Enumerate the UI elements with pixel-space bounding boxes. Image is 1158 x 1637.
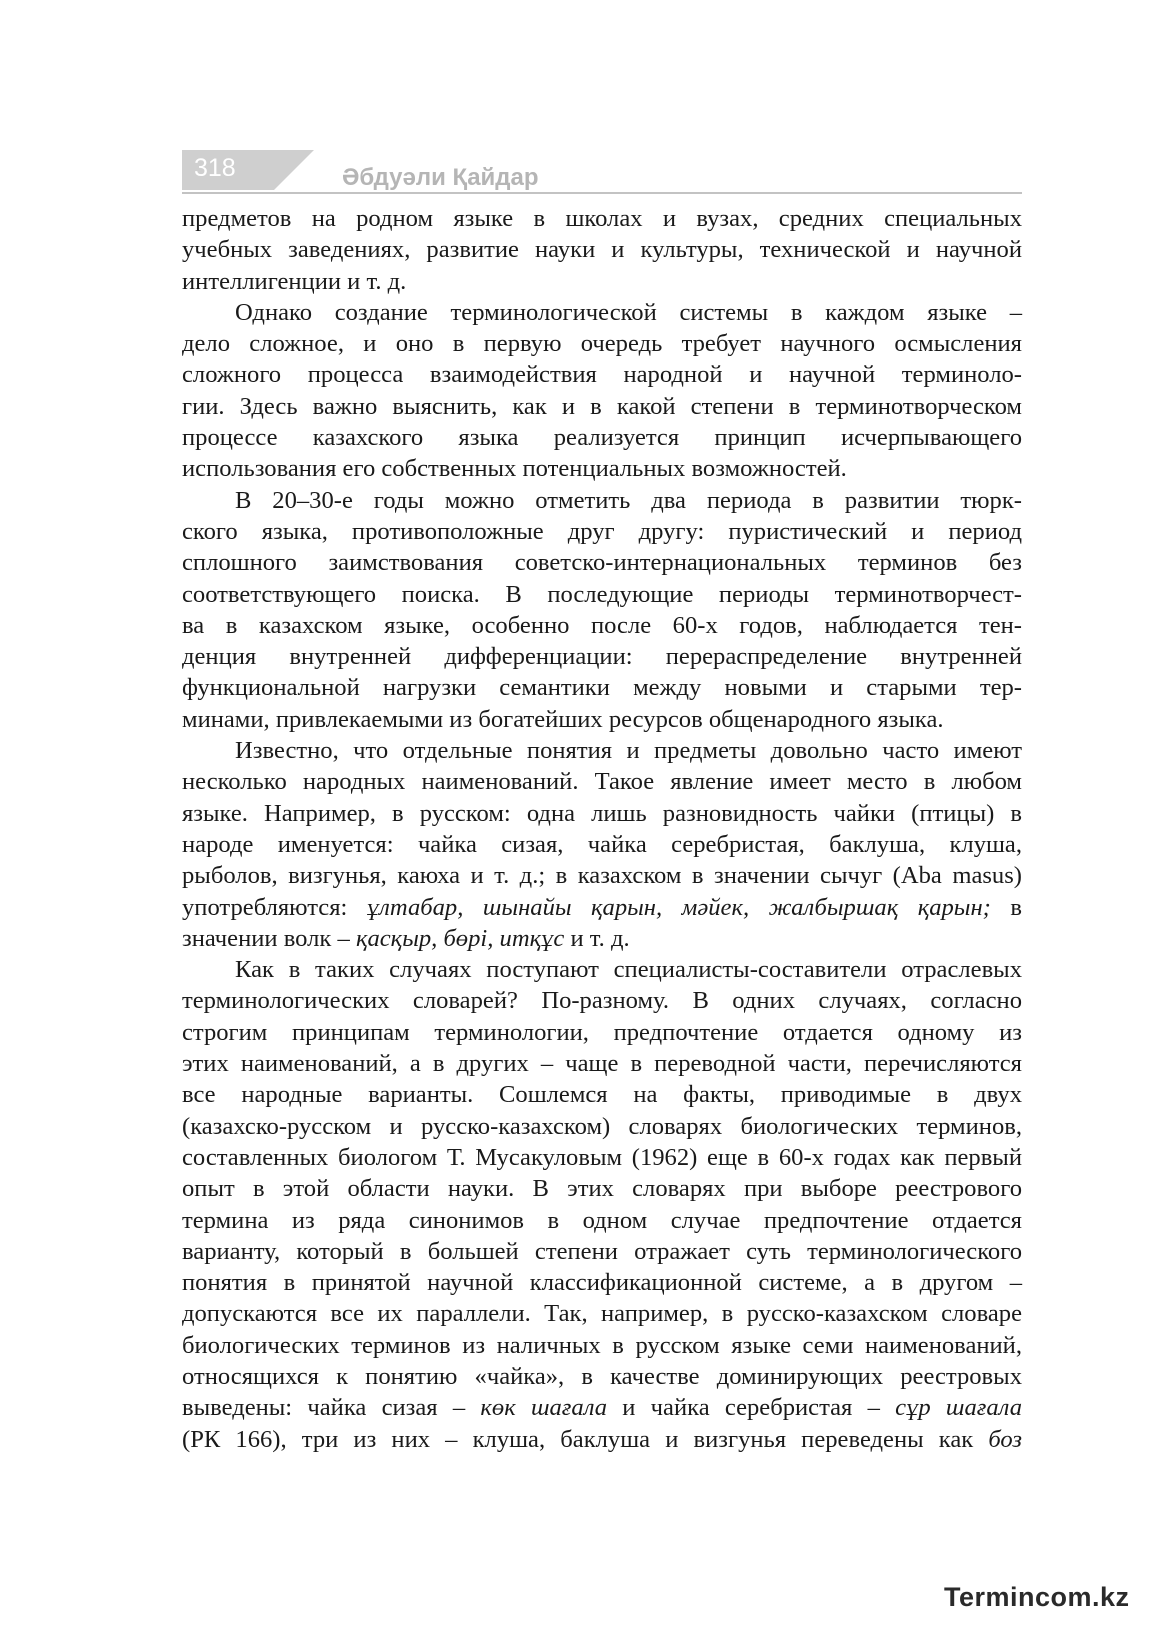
italic-term: сұр шағала: [895, 1394, 1022, 1422]
text-line: (казахско-русском и русско-казахском) словарях биологических терминов,: [182, 1112, 1022, 1140]
text-line: опыт в этой области науки. В этих словарях при выборе реестрового: [182, 1175, 1022, 1203]
page-number-tab: [182, 150, 274, 190]
running-title: Әбдуәли Қайдар: [342, 164, 539, 191]
italic-term: боз: [988, 1425, 1022, 1453]
text-line: сплошного заимствования советско-интернациональных терминов без: [182, 549, 1022, 577]
text-line: функциональной нагрузки семантики между новыми и старыми тер-: [182, 674, 1022, 702]
body-text: [182, 203, 1022, 1455]
text-line: В 20–30-е годы можно отметить два периода в развитии тюрк-: [235, 486, 1022, 514]
text-line: составленных биологом Т. Мусакуловым (1962) еще в 60-х годах как первый: [182, 1143, 1022, 1171]
text-line: ва в казахском языке, особенно после 60-х годов, наблюдается тен-: [182, 611, 1022, 639]
text-line: варианту, который в большей степени отражает суть терминологического: [182, 1237, 1022, 1265]
text-line: строгим принципам терминологии, предпочтение отдается одному из: [182, 1018, 1022, 1046]
text-line: [182, 1424, 1022, 1455]
page-header: [182, 150, 1022, 196]
text-line: Как в таких случаях поступают специалисты-составители отраслевых: [235, 956, 1022, 984]
text-line: ского языка, противоположные друг другу: пуристический и период: [182, 517, 1022, 545]
text-line: терминологических словарей? По-разному. В одних случаях, согласно: [182, 987, 1022, 1015]
text-line: предметов на родном языке в школах и вузах, средних специальных: [182, 205, 1022, 232]
text-line: несколько народных наименований. Такое явление имеет место в любом: [182, 768, 1022, 796]
text-line: гии. Здесь важно выяснить, как и в какой степени в терминотворческом: [182, 392, 1022, 420]
page-number: 318: [194, 154, 236, 182]
text-line: относящихся к понятию «чайка», в качестве доминирующих реестровых: [182, 1362, 1022, 1390]
text-line: допускаются все их параллели. Так, например, в русско-казахском словаре: [182, 1300, 1022, 1328]
text-line: [182, 892, 1022, 923]
text-line: все народные варианты. Сошлемся на факты, приводимые в двух: [182, 1081, 1022, 1109]
text-line: дело сложное, и оно в первую очередь требует научного осмысления: [182, 330, 1022, 358]
text-line: минами, привлекаемыми из богатейших ресурсов общенародного языка.: [182, 705, 944, 733]
text-run: употребляются:: [182, 893, 348, 921]
text-line: соответствующего поиска. В последующие периоды терминотворчест-: [182, 580, 1022, 608]
text-line: рыболов, визгунья, каюха и т. д.; в казахском в значении сычуг (Aba masus): [182, 862, 1022, 890]
text-line: понятия в принятой научной классификационной системе, а в другом –: [182, 1269, 1022, 1297]
text-line: термина из ряда синонимов в одном случае предпочтение отдается: [182, 1206, 1022, 1234]
text-line: учебных заведениях, развитие науки и культуры, технической и научной: [182, 236, 1022, 264]
text-line: этих наименований, а в других – чаще в переводной части, перечисляются: [182, 1050, 1022, 1078]
text-run: в: [1010, 893, 1022, 921]
text-line: биологических терминов из наличных в русском языке семи наименований,: [182, 1331, 1022, 1359]
text-run: (РК 166), три из них – клуша, баклуша и визгунья переведены как: [182, 1425, 974, 1453]
text-line: денция внутренней дифференциации: перераспределение внутренней: [182, 643, 1022, 671]
text-line: языке. Например, в русском: одна лишь разновидность чайки (птицы) в: [182, 799, 1022, 827]
text-line: использования его собственных потенциальных возможностей.: [182, 455, 847, 483]
text-line: процессе казахского языка реализуется принцип исчерпывающего: [182, 424, 1022, 452]
text-line: [182, 923, 1022, 954]
text-line: Однако создание терминологической системы в каждом языке –: [235, 298, 1022, 326]
text-line: сложного процесса взаимодействия народной и научной терминоло-: [182, 361, 1022, 389]
text-line: [182, 1392, 1022, 1423]
italic-term: көк шағала: [480, 1394, 608, 1422]
italic-term: қасқыр, бөрі, итқұс: [355, 924, 565, 952]
text-run: выведены: чайка сизая –: [182, 1394, 466, 1422]
text-run: и т. д.: [570, 924, 630, 952]
italic-term: ұлтабар, шынайы қарын, мәйек, жалбыршақ қарын;: [366, 893, 991, 921]
text-line: Известно, что отдельные понятия и предметы довольно часто имеют: [235, 737, 1022, 765]
text-run: значении волк –: [182, 924, 350, 952]
watermark-logo: Termincom.kz: [944, 1582, 1130, 1612]
text-run: и чайка серебристая –: [622, 1394, 880, 1422]
text-line: народе именуется: чайка сизая, чайка серебристая, баклуша, клуша,: [182, 830, 1022, 858]
header-rule: [182, 192, 1022, 194]
text-line: интеллигенции и т. д.: [182, 267, 407, 295]
